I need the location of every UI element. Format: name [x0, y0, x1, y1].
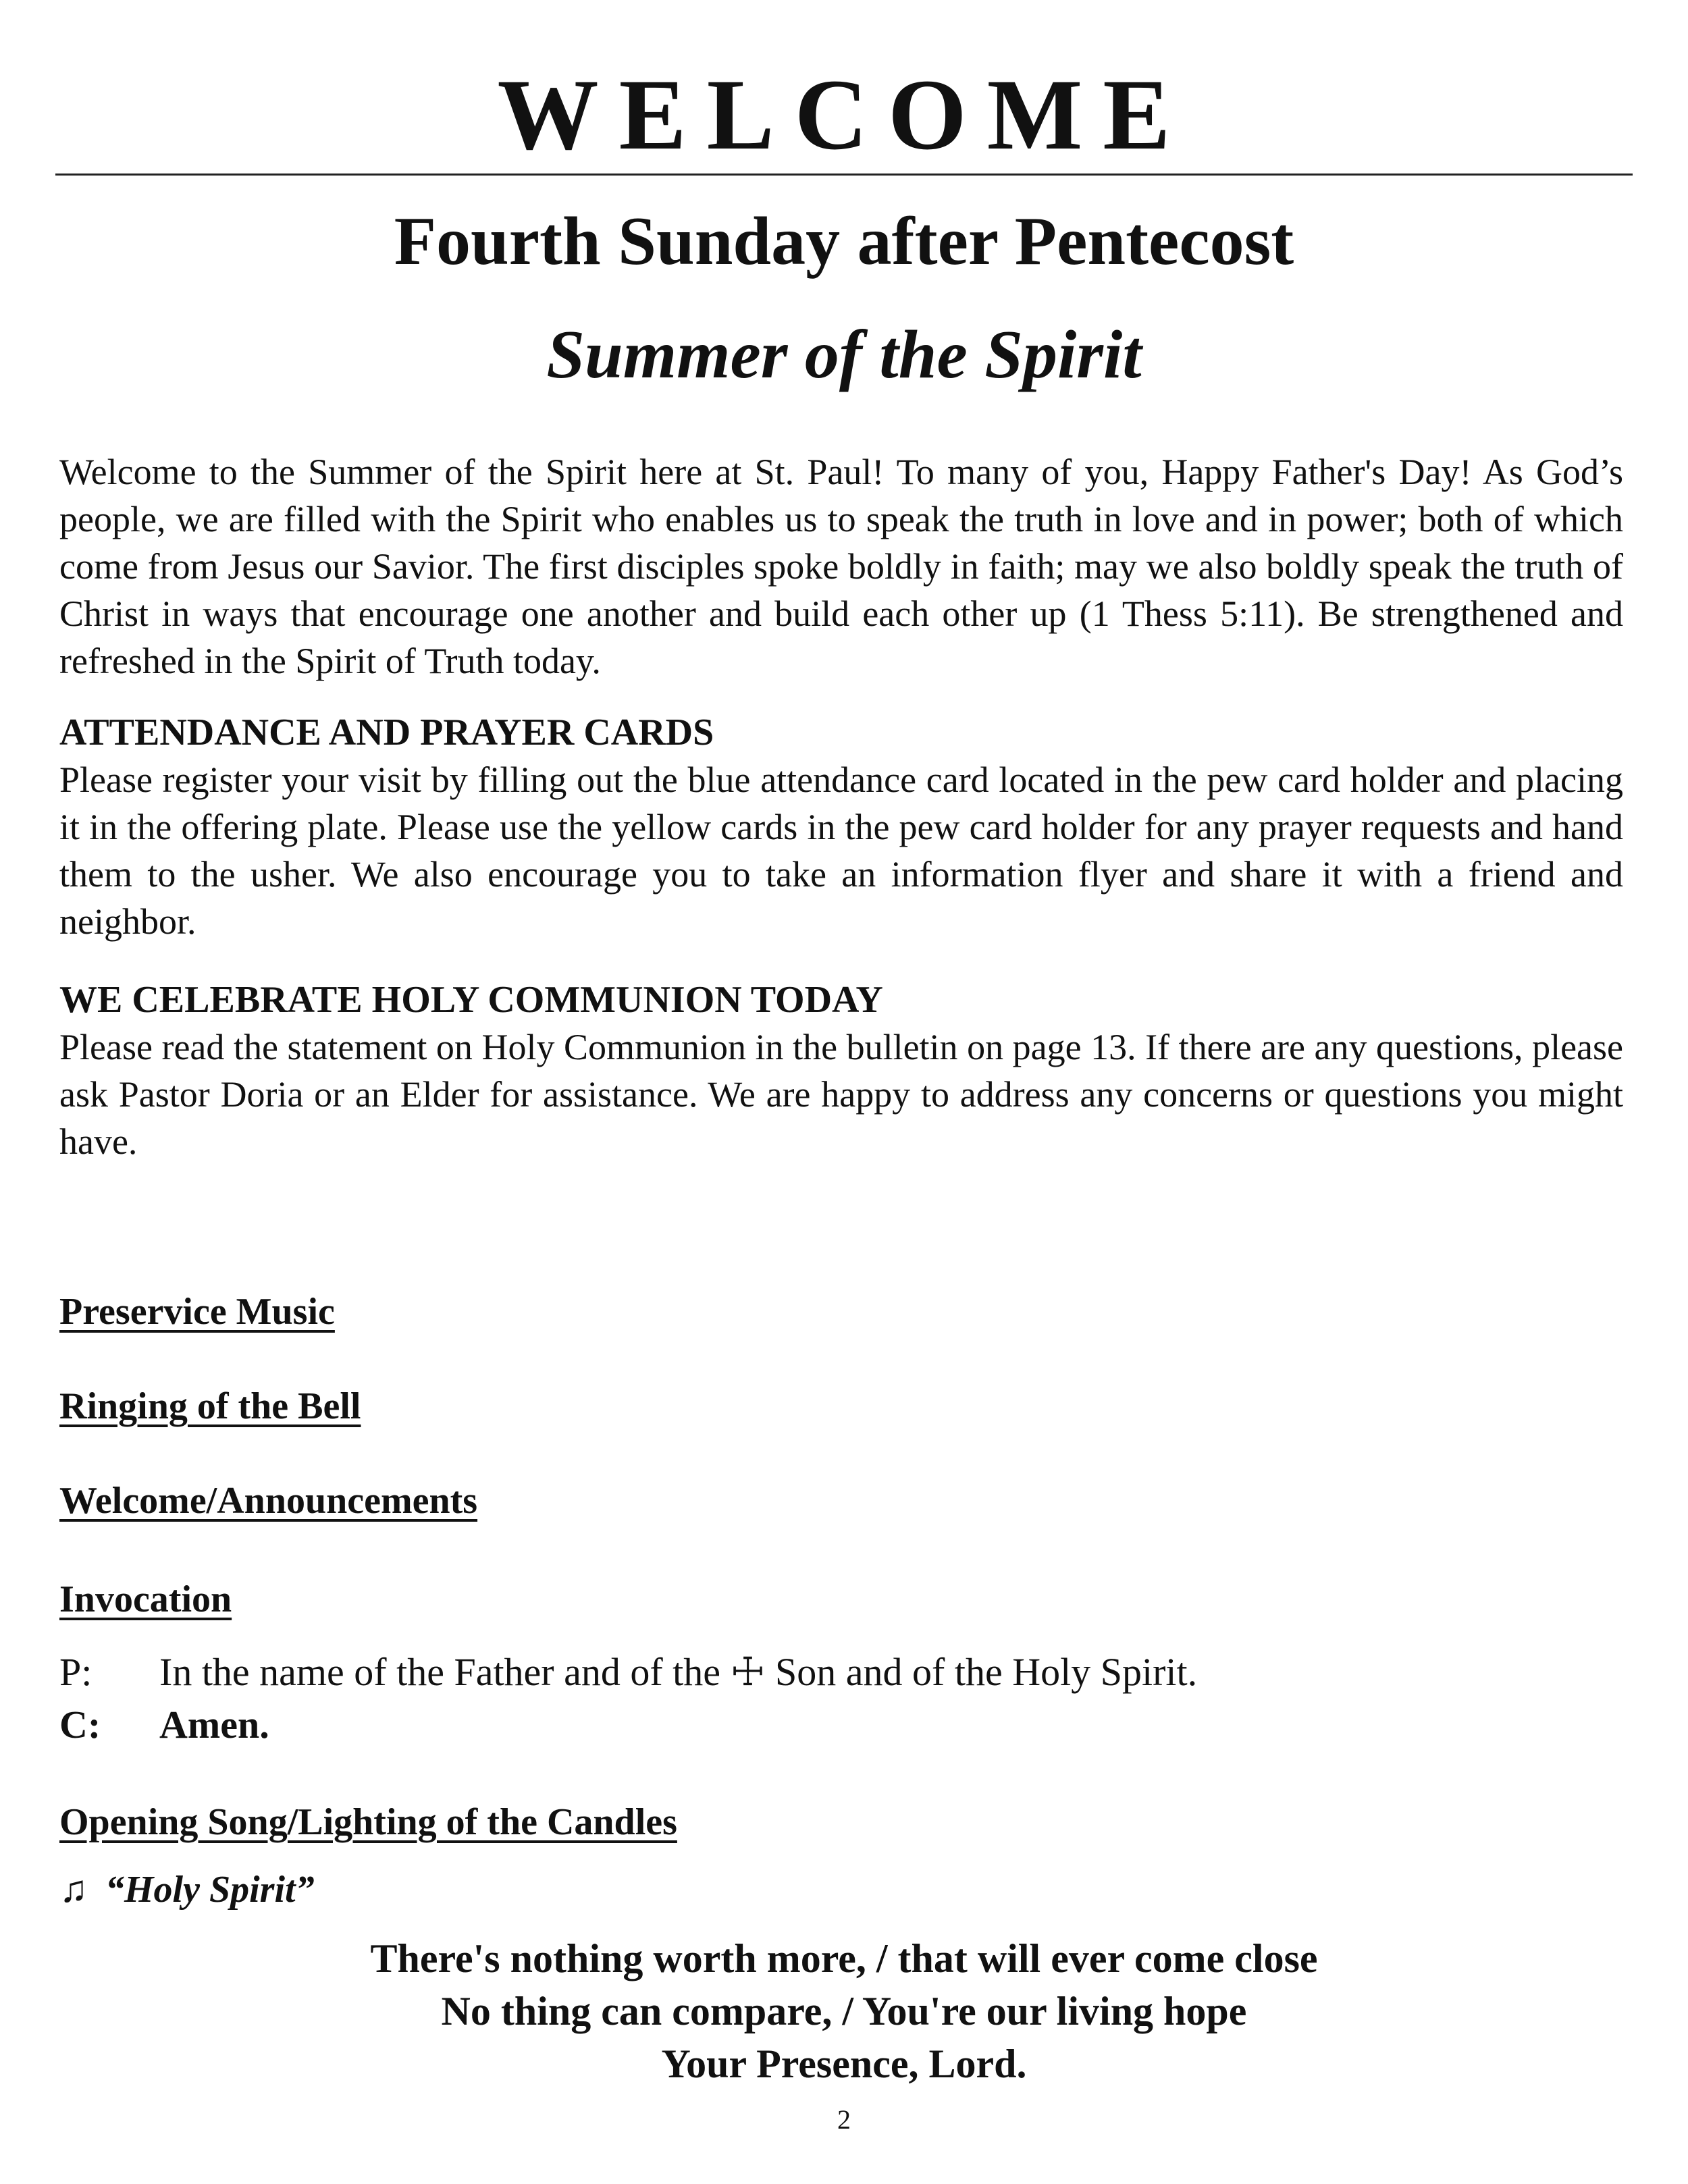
ringing-bell-heading: Ringing of the Bell: [59, 1385, 361, 1427]
invocation-heading: Invocation: [59, 1578, 232, 1620]
page-title: WELCOME: [497, 59, 1191, 171]
pastor-text: In the name of the Father and of the ☩ Son and of the Holy Spirit.: [159, 1650, 1198, 1694]
communion-paragraph: Please read the statement on Holy Communion in the bulletin on page 13. If there are any questions, please ask Pastor Doria or an Elder for assistance. We are happy to address any concerns or questions you might have.: [59, 1027, 1623, 1162]
welcome-announcements-heading: Welcome/Announcements: [59, 1480, 478, 1522]
pastor-line: [59, 1647, 1197, 1697]
pastor-label: P:: [59, 1650, 93, 1694]
song-title-line: [59, 1866, 315, 1913]
preservice-music-heading: Preservice Music: [59, 1291, 335, 1333]
lyric-line: Your Presence, Lord.: [661, 2042, 1027, 2086]
opening-song-heading: Opening Song/Lighting of the Candles: [59, 1801, 677, 1843]
music-note-icon: ♫: [59, 1869, 88, 1911]
theme-title: Summer of the Spirit: [546, 317, 1142, 393]
lyric-line: There's nothing worth more, / that will ever come close: [370, 1936, 1318, 1981]
bulletin-page: [59, 0, 1629, 2184]
song-title: “Holy Spirit”: [105, 1869, 315, 1911]
title-divider: [55, 174, 1633, 176]
page-number: 2: [837, 2104, 851, 2135]
communion-heading: WE CELEBRATE HOLY COMMUNION TODAY: [59, 979, 883, 1021]
congregation-line: [59, 1700, 269, 1750]
attendance-paragraph: Please register your visit by filling out the blue attendance card located in the pew card holder and placing it in the offering plate. Please use the yellow cards in the pew card holder for any prayer requests and hand them to the usher. We also encourage you to take an information flyer and share it with a friend and neighbor.: [59, 760, 1623, 942]
congregation-label: C:: [59, 1703, 101, 1747]
attendance-heading: ATTENDANCE AND PRAYER CARDS: [59, 712, 714, 753]
sunday-subtitle: Fourth Sunday after Pentecost: [394, 203, 1294, 279]
lyric-line: No thing can compare, / You're our living hope: [441, 1989, 1247, 2033]
congregation-text: Amen.: [159, 1703, 269, 1747]
welcome-paragraph: Welcome to the Summer of the Spirit here at St. Paul! To many of you, Happy Father's Day! As God’s people, we are filled with the Spirit who enables us to speak the truth in love and in power; both of which come from Jesus our Savior. The first disciples spoke boldly in faith; may we also boldly speak the truth of Christ in ways that encourage one another and build each other up (1 Thess 5:11). Be strengthened and refreshed in the Spirit of Truth today.: [59, 452, 1623, 681]
